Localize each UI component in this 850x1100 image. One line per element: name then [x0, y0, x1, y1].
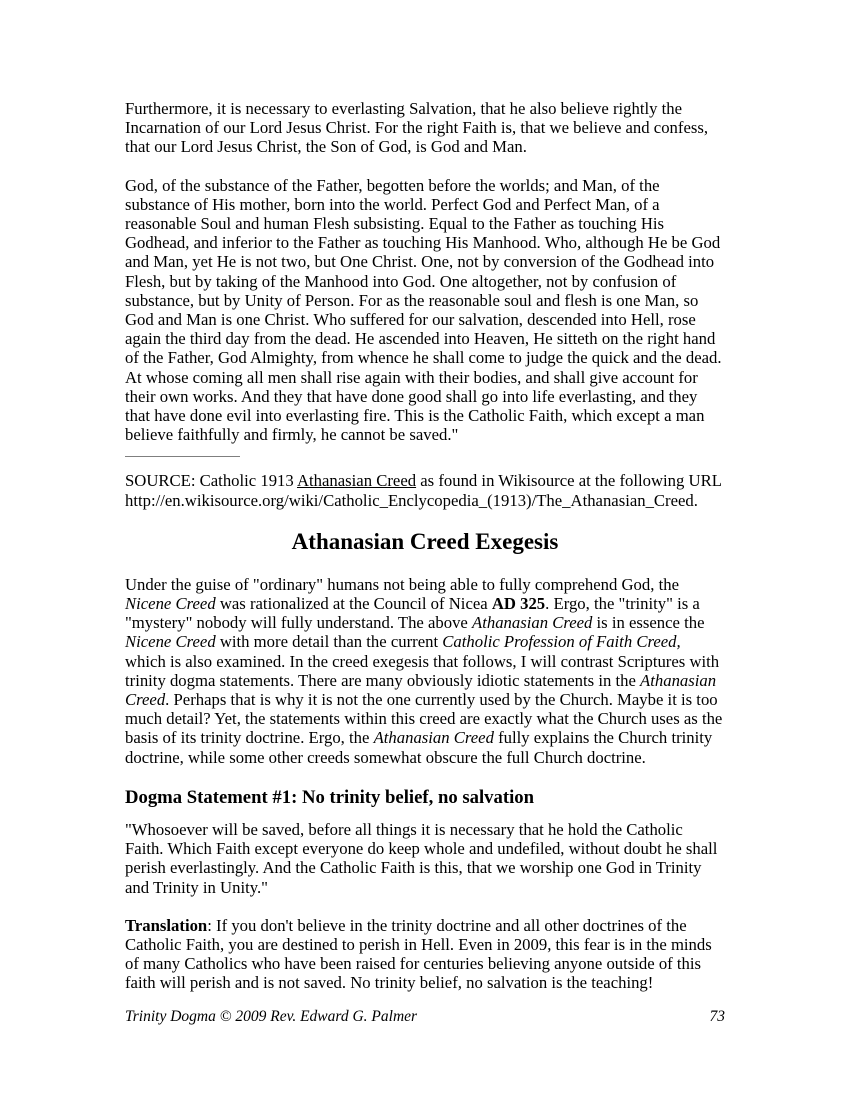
text-run: fully explains the Church trinity doctrine, while some other creeds somewhat obscure the full Church doctrine. [125, 728, 713, 767]
text-run: Catholic Profession of Faith Creed, [442, 632, 681, 652]
document-page [125, 99, 725, 993]
text-run: which is also examined. In the creed exegesis that follows, I will contrast Scriptures with trinity dogma statements. There are many obviously idiotic statements in the [125, 651, 720, 690]
paragraph-incarnation-intro [125, 99, 725, 157]
paragraph-dogma-quote [125, 820, 725, 897]
text-run: as found in Wikisource at the following URL http://en.wikisource.org/wiki/Catholic_Enclycopedia_(1913)/The_Athanasian_Creed. [125, 471, 722, 510]
text-run: Translation [125, 915, 208, 935]
text-run: God, of the substance of the Father, begotten before the worlds; and Man, of the substance of His mother, born into the world. Perfect God and Perfect Man, of a reasonable Soul and human Flesh subsisting. Equal to the Father as touching His Godhead, and inferior to the Father as touching His Manhood. Who, although He be God and Man, yet He is not two, but One Christ. One, not by conversion of the Godhead into Flesh, but by taking of the Manhood into God. One altogether, not by confusion of substance, but by Unity of Person. For as the reasonable soul and flesh is one Man, so God and Man is one Christ. Who suffered for our salvation, descended into Hell, rose again the third day from the dead. He ascended into Heaven, He sitteth on the right hand of the Father, God Almighty, from whence he shall come to judge the quick and the dead. At whose coming all men shall rise again with their bodies, and shall give account for their own works. And they that have done good shall go into life everlasting, and they that have done evil into everlasting fire. This is the Catholic Faith, which except a man believe faithfully and firmly, he cannot be saved." [125, 175, 722, 445]
text-run: : If you don't believe in the trinity doctrine and all other doctrines of the Catholic Faith, you are destined to perish in Hell. Even in 2009, this fear is in the minds of many Catholics who have been raised for centuries believing anyone outside of this faith will perish and is not saved. No trinity belief, no salvation is the teaching! [125, 915, 712, 993]
text-run: . Ergo, the "trinity" is a "mystery" nobody will fully understand. The above [125, 594, 700, 633]
footnote-divider-line [125, 456, 240, 457]
text-run: SOURCE: Catholic 1913 [125, 471, 297, 491]
text-run: Athanasian Creed [125, 670, 717, 710]
text-run: is in essence the [592, 613, 705, 633]
paragraph-athanasian-creed-quote [125, 176, 725, 445]
paragraph-translation [125, 916, 725, 993]
text-run: AD 325 [491, 594, 546, 614]
sub-heading-dogma-statement-1: Dogma Statement #1: No trinity belief, no salvation [125, 786, 535, 808]
paragraph-source-citation [125, 471, 725, 509]
section-heading-athanasian-creed-exegesis: Athanasian Creed Exegesis [291, 528, 559, 554]
text-run: Athanasian Creed [472, 613, 593, 633]
text-run: Athanasian Creed [296, 471, 417, 491]
text-run: . Perhaps that is why it is not the one currently used by the Church. Maybe it is too much detail? Yet, the statements within this creed are exactly what the Church uses as the basis of its trinity doctrine. Ergo, the [125, 690, 723, 748]
text-run: Nicene Creed [125, 594, 216, 614]
text-run: Athanasian Creed [373, 728, 494, 748]
text-run: Nicene Creed [125, 632, 216, 652]
text-run: Furthermore, it is necessary to everlasting Salvation, that he also believe rightly the Incarnation of our Lord Jesus Christ. For the right Faith is, that we believe and confess, that our Lord Jesus Christ, the Son of God, is God and Man. [125, 99, 709, 157]
text-run: Under the guise of "ordinary" humans not being able to fully comprehend God, the [125, 574, 679, 594]
footer-copyright-text: Trinity Dogma © 2009 Rev. Edward G. Palmer [125, 1008, 418, 1025]
text-run: was rationalized at the Council of Nicea [215, 594, 492, 614]
paragraph-exegesis-overview [125, 575, 725, 767]
text-run: with more detail than the current [215, 632, 443, 652]
page-number: 73 [709, 1008, 725, 1025]
page-footer [125, 1008, 725, 1026]
text-run: "Whosoever will be saved, before all things it is necessary that he hold the Catholic Faith. Which Faith except everyone do keep whole and undefiled, without doubt he shall perish everlastingly. And the Catholic Faith is this, that we worship one God in Trinity and Trinity in Unity." [125, 819, 718, 897]
